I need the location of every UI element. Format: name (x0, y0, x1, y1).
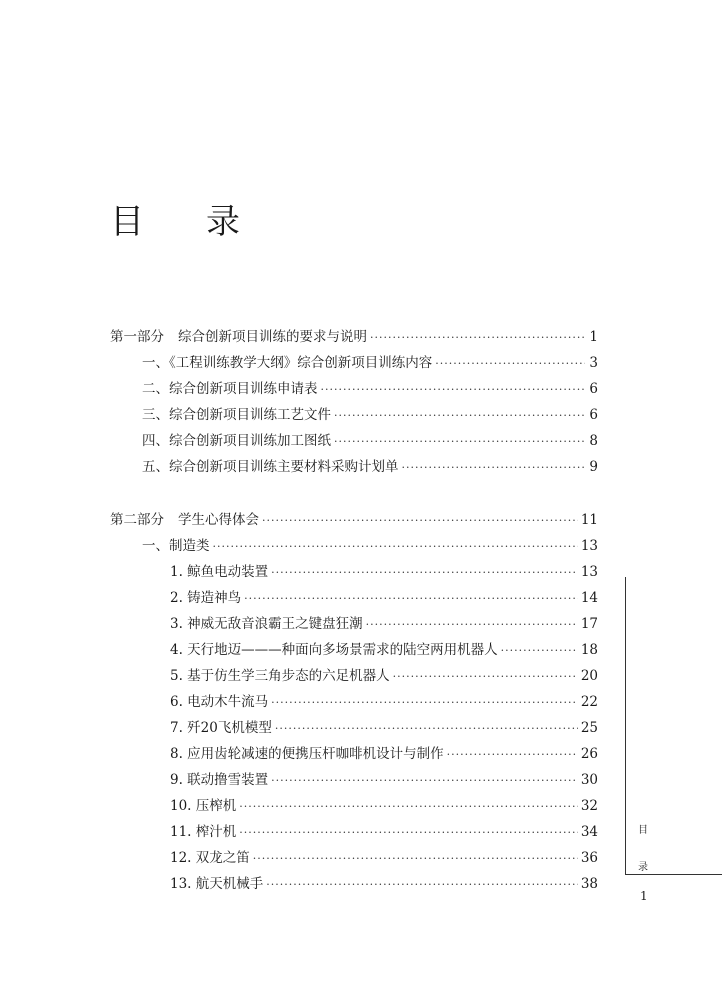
page-number: 30 (580, 772, 598, 788)
toc-item[interactable] (142, 380, 598, 399)
subitem-label: 6. 电动木牛流马 (170, 694, 269, 710)
toc-subitem[interactable] (170, 719, 598, 738)
page-number: 14 (580, 590, 598, 606)
toc-item[interactable] (142, 354, 598, 373)
leader-dots (370, 329, 585, 347)
toc-item[interactable] (142, 537, 598, 556)
subitem-label: 11. 榨汁机 (170, 824, 237, 840)
subitem-label: 13. 航天机械手 (170, 876, 264, 892)
subitem-label: 4. 天行地迈———种面向多场景需求的陆空两用机器人 (170, 642, 498, 658)
leader-dots (321, 381, 586, 399)
leader-dots (393, 668, 578, 686)
subitem-label: 2. 铸造神鸟 (170, 590, 242, 606)
toc-subitem[interactable] (170, 849, 598, 868)
toc-item[interactable] (142, 458, 598, 477)
part-label: 第二部分 (110, 512, 164, 528)
item-label: 一、《工程训练教学大纲》综合创新项目训练内容 (142, 355, 433, 371)
page-number: 26 (580, 746, 598, 762)
leader-dots (447, 746, 578, 764)
leader-dots (271, 564, 578, 582)
page-number: 6 (589, 381, 598, 397)
page-number: 22 (580, 694, 598, 710)
leader-dots (402, 459, 586, 477)
leader-dots (271, 772, 578, 790)
toc-subitem[interactable] (170, 823, 598, 842)
page-number: 11 (580, 512, 598, 528)
subitem-label: 10. 压榨机 (170, 798, 237, 814)
page-number: 20 (580, 668, 598, 684)
page-number: 8 (589, 433, 598, 449)
subitem-label: 8. 应用齿轮减速的便携压杆咖啡机设计与制作 (170, 746, 444, 762)
item-label: 一、制造类 (142, 538, 210, 554)
toc-subitem[interactable] (170, 771, 598, 790)
side-tab-char-2: 录 (638, 862, 648, 873)
subitem-label: 9. 联动撸雪装置 (170, 772, 269, 788)
page-number: 18 (580, 642, 598, 658)
subitem-label: 5. 基于仿生学三角步态的六足机器人 (170, 668, 390, 684)
leader-dots (266, 876, 578, 894)
toc-item[interactable] (142, 406, 598, 425)
toc-subitem[interactable] (170, 875, 598, 894)
part-name: 学生心得体会 (178, 512, 259, 528)
leader-dots (244, 590, 578, 608)
page-number: 17 (580, 616, 598, 632)
page-number: 1 (589, 329, 598, 345)
leader-dots (334, 433, 585, 451)
toc-subitem[interactable] (170, 667, 598, 686)
leader-dots (239, 824, 578, 842)
page-number: 9 (589, 459, 598, 475)
part-name: 综合创新项目训练的要求与说明 (178, 329, 367, 345)
item-label: 三、综合创新项目训练工艺文件 (142, 407, 331, 423)
side-tab-char-1: 目 (638, 825, 648, 836)
leader-dots (501, 642, 578, 660)
page-number: 32 (580, 798, 598, 814)
leader-dots (275, 720, 578, 738)
page-number: 38 (580, 876, 598, 892)
subitem-label: 3. 神威无敌音浪霸王之键盘狂潮 (170, 616, 363, 632)
leader-dots (253, 850, 578, 868)
page-number: 25 (580, 720, 598, 736)
page-number: 36 (580, 850, 598, 866)
leader-dots (366, 616, 578, 634)
toc-subitem[interactable] (170, 693, 598, 712)
toc-subitem[interactable] (170, 615, 598, 634)
leader-dots (239, 798, 578, 816)
subitem-label: 7. 歼20飞机模型 (170, 720, 272, 736)
item-label: 二、综合创新项目训练申请表 (142, 381, 318, 397)
toc-subitem[interactable] (170, 797, 598, 816)
toc-subitem[interactable] (170, 563, 598, 582)
page-number: 3 (589, 355, 598, 371)
subitem-label: 12. 双龙之笛 (170, 850, 250, 866)
leader-dots (262, 512, 578, 530)
leader-dots (435, 355, 585, 373)
toc-subitem[interactable] (170, 589, 598, 608)
page-number: 6 (589, 407, 598, 423)
toc-subitem[interactable] (170, 641, 598, 660)
title-char-2: 录 (206, 202, 240, 242)
leader-dots (271, 694, 578, 712)
page-number: 13 (580, 564, 598, 580)
toc-subitem[interactable] (170, 745, 598, 764)
page-number: 34 (580, 824, 598, 840)
toc-part-2[interactable] (110, 511, 598, 530)
title-char-1: 目 (110, 202, 144, 242)
page-title (110, 200, 240, 244)
item-label: 五、综合创新项目训练主要材料采购计划单 (142, 459, 399, 475)
toc-item[interactable] (142, 432, 598, 451)
page-number: 13 (580, 538, 598, 554)
subitem-label: 1. 鲸鱼电动装置 (170, 564, 269, 580)
leader-dots (334, 407, 585, 425)
toc-part-1[interactable] (110, 328, 598, 347)
page-footer-number: 1 (640, 889, 648, 903)
item-label: 四、综合创新项目训练加工图纸 (142, 433, 331, 449)
part-label: 第一部分 (110, 329, 164, 345)
leader-dots (213, 538, 578, 556)
